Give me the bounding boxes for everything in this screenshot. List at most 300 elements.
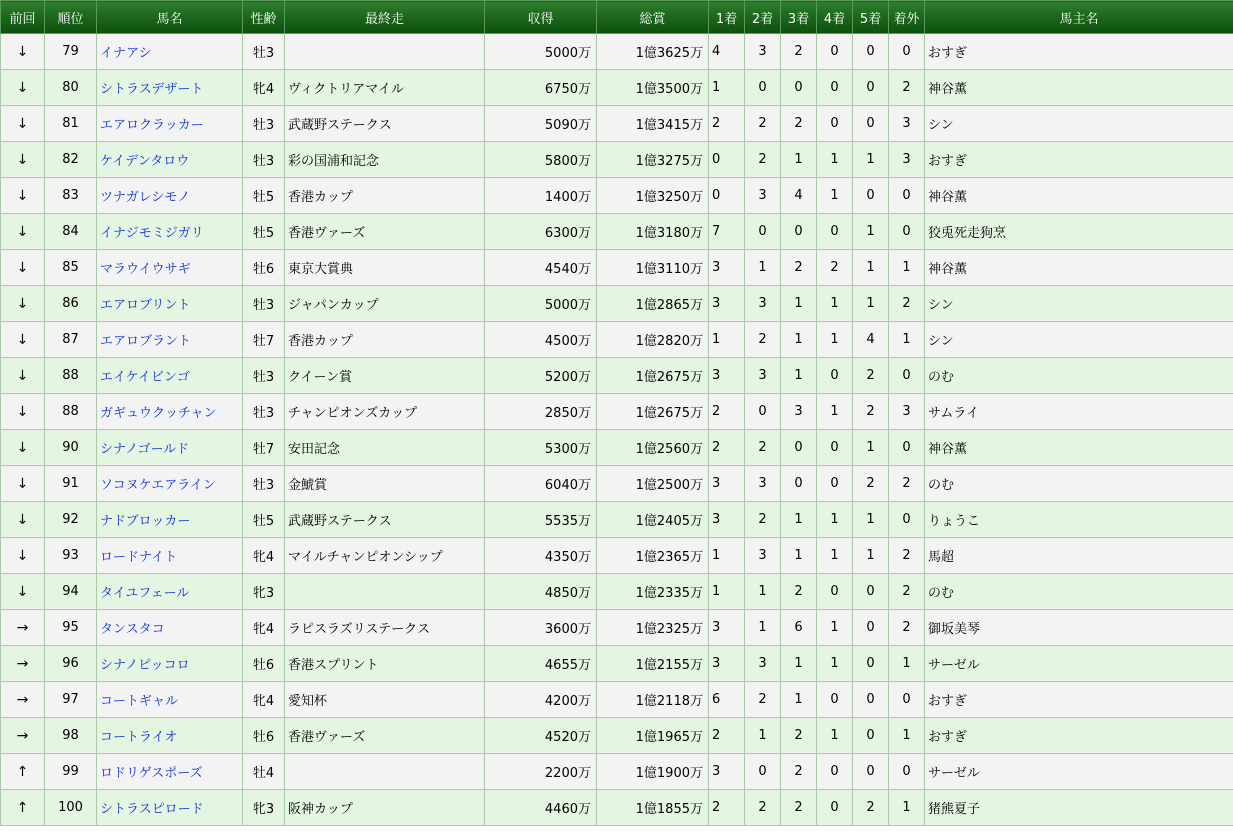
owner-cell: サムライ (925, 394, 1233, 430)
total-prize-cell: 1億2675万 (597, 358, 709, 394)
fourth-place-cell: 0 (817, 106, 853, 142)
third-place-cell: 1 (781, 646, 817, 682)
last-race-cell: 愛知杯 (285, 682, 485, 718)
second-place-cell: 1 (745, 610, 781, 646)
rank-cell: 80 (45, 70, 97, 106)
out-of-place-cell: 3 (889, 394, 925, 430)
first-place-cell: 3 (709, 250, 745, 286)
third-place-cell: 2 (781, 574, 817, 610)
last-race-cell (285, 34, 485, 70)
table-row (1, 178, 1233, 214)
horse-name-link[interactable]: ケイデンタロウ (100, 154, 190, 169)
owner-cell: おすぎ (925, 682, 1233, 718)
prev-change-cell: ↓ (1, 322, 45, 358)
last-race-cell: 香港ヴァーズ (285, 718, 485, 754)
horse-name-cell (97, 790, 243, 826)
header-earnings: 収得 (485, 1, 597, 34)
earnings-cell: 4850万 (485, 574, 597, 610)
first-place-cell: 3 (709, 466, 745, 502)
owner-cell: のむ (925, 358, 1233, 394)
second-place-cell: 0 (745, 394, 781, 430)
fourth-place-cell: 1 (817, 178, 853, 214)
total-prize-cell: 1億3110万 (597, 250, 709, 286)
owner-cell: おすぎ (925, 142, 1233, 178)
table-row (1, 538, 1233, 574)
total-prize-cell: 1億3415万 (597, 106, 709, 142)
last-race-cell: 阪神カップ (285, 790, 485, 826)
table-row (1, 430, 1233, 466)
fifth-place-cell: 0 (853, 610, 889, 646)
first-place-cell: 0 (709, 178, 745, 214)
out-of-place-cell: 3 (889, 142, 925, 178)
owner-cell: 神谷薫 (925, 430, 1233, 466)
fourth-place-cell: 1 (817, 538, 853, 574)
horse-name-cell (97, 574, 243, 610)
rank-cell: 79 (45, 34, 97, 70)
header-row (1, 1, 1233, 34)
prev-change-cell: → (1, 682, 45, 718)
rank-cell: 92 (45, 502, 97, 538)
table-row (1, 718, 1233, 754)
table-row (1, 394, 1233, 430)
third-place-cell: 2 (781, 106, 817, 142)
second-place-cell: 1 (745, 250, 781, 286)
out-of-place-cell: 0 (889, 430, 925, 466)
second-place-cell: 1 (745, 574, 781, 610)
last-race-cell: チャンピオンズカップ (285, 394, 485, 430)
total-prize-cell: 1億2335万 (597, 574, 709, 610)
first-place-cell: 3 (709, 610, 745, 646)
sex-age-cell: 牡5 (243, 502, 285, 538)
horse-name-link[interactable]: シナノピッコロ (100, 658, 190, 673)
total-prize-cell: 1億2405万 (597, 502, 709, 538)
rank-cell: 90 (45, 430, 97, 466)
prev-change-cell: ↓ (1, 286, 45, 322)
out-of-place-cell: 0 (889, 214, 925, 250)
prev-change-cell: ↑ (1, 790, 45, 826)
earnings-cell: 4655万 (485, 646, 597, 682)
header-4th: 4着 (817, 1, 853, 34)
out-of-place-cell: 1 (889, 790, 925, 826)
rank-cell: 99 (45, 754, 97, 790)
second-place-cell: 2 (745, 682, 781, 718)
last-race-cell: ヴィクトリアマイル (285, 70, 485, 106)
table-row (1, 106, 1233, 142)
fourth-place-cell: 2 (817, 250, 853, 286)
earnings-cell: 4460万 (485, 790, 597, 826)
fifth-place-cell: 0 (853, 754, 889, 790)
header-1st: 1着 (709, 1, 745, 34)
fifth-place-cell: 1 (853, 142, 889, 178)
table-row (1, 322, 1233, 358)
horse-name-link[interactable]: ツナガレシモノ (100, 190, 191, 205)
earnings-cell: 6750万 (485, 70, 597, 106)
sex-age-cell: 牝4 (243, 70, 285, 106)
third-place-cell: 0 (781, 466, 817, 502)
horse-name-cell (97, 466, 243, 502)
prev-change-cell: ↓ (1, 34, 45, 70)
prev-change-cell: ↓ (1, 70, 45, 106)
first-place-cell: 2 (709, 106, 745, 142)
total-prize-cell: 1億2118万 (597, 682, 709, 718)
fourth-place-cell: 0 (817, 466, 853, 502)
horse-name-cell (97, 358, 243, 394)
first-place-cell: 7 (709, 214, 745, 250)
out-of-place-cell: 0 (889, 34, 925, 70)
out-of-place-cell: 2 (889, 70, 925, 106)
total-prize-cell: 1億2155万 (597, 646, 709, 682)
horse-name-link[interactable]: イナジモミジガリ (100, 226, 204, 241)
prev-change-cell: → (1, 718, 45, 754)
horse-name-cell (97, 646, 243, 682)
out-of-place-cell: 0 (889, 358, 925, 394)
horse-name-link[interactable]: エアロクラッカー (100, 118, 204, 133)
rank-cell: 91 (45, 466, 97, 502)
sex-age-cell: 牡3 (243, 34, 285, 70)
first-place-cell: 2 (709, 430, 745, 466)
sex-age-cell: 牡3 (243, 106, 285, 142)
rank-cell: 81 (45, 106, 97, 142)
second-place-cell: 1 (745, 718, 781, 754)
second-place-cell: 3 (745, 466, 781, 502)
rank-cell: 98 (45, 718, 97, 754)
horse-name-link[interactable]: タンスタコ (100, 622, 165, 637)
fourth-place-cell: 0 (817, 574, 853, 610)
horse-name-link[interactable]: エアロブラント (100, 334, 192, 349)
horse-name-cell (97, 106, 243, 142)
horse-name-link[interactable]: タイユフェール (100, 586, 190, 601)
third-place-cell: 1 (781, 322, 817, 358)
header-out: 着外 (889, 1, 925, 34)
sex-age-cell: 牡5 (243, 214, 285, 250)
out-of-place-cell: 0 (889, 502, 925, 538)
fourth-place-cell: 0 (817, 358, 853, 394)
second-place-cell: 0 (745, 214, 781, 250)
fifth-place-cell: 0 (853, 34, 889, 70)
horse-name-link[interactable]: イナアシ (100, 46, 152, 61)
earnings-cell: 5300万 (485, 430, 597, 466)
second-place-cell: 2 (745, 322, 781, 358)
second-place-cell: 2 (745, 790, 781, 826)
out-of-place-cell: 0 (889, 754, 925, 790)
rank-cell: 93 (45, 538, 97, 574)
header-prev: 前回 (1, 1, 45, 34)
prev-change-cell: ↓ (1, 430, 45, 466)
fifth-place-cell: 2 (853, 394, 889, 430)
second-place-cell: 2 (745, 430, 781, 466)
prev-change-cell: ↓ (1, 178, 45, 214)
fifth-place-cell: 4 (853, 322, 889, 358)
third-place-cell: 6 (781, 610, 817, 646)
rank-cell: 88 (45, 394, 97, 430)
last-race-cell: 香港スプリント (285, 646, 485, 682)
horse-name-link[interactable]: エアロブリント (100, 298, 191, 313)
second-place-cell: 2 (745, 106, 781, 142)
fifth-place-cell: 0 (853, 718, 889, 754)
owner-cell: シン (925, 106, 1233, 142)
fourth-place-cell: 0 (817, 682, 853, 718)
header-5th: 5着 (853, 1, 889, 34)
last-race-cell (285, 754, 485, 790)
prev-change-cell: → (1, 610, 45, 646)
rank-cell: 100 (45, 790, 97, 826)
last-race-cell: 安田記念 (285, 430, 485, 466)
second-place-cell: 2 (745, 502, 781, 538)
out-of-place-cell: 2 (889, 286, 925, 322)
horse-name-cell (97, 178, 243, 214)
first-place-cell: 2 (709, 790, 745, 826)
last-race-cell: 香港カップ (285, 322, 485, 358)
prev-change-cell: ↓ (1, 466, 45, 502)
last-race-cell: ジャパンカップ (285, 286, 485, 322)
owner-cell: サーゼル (925, 754, 1233, 790)
sex-age-cell: 牡3 (243, 358, 285, 394)
total-prize-cell: 1億2365万 (597, 538, 709, 574)
sex-age-cell: 牝4 (243, 610, 285, 646)
rank-cell: 94 (45, 574, 97, 610)
out-of-place-cell: 1 (889, 322, 925, 358)
horse-name-link[interactable]: マラウイウサギ (100, 262, 191, 277)
first-place-cell: 3 (709, 358, 745, 394)
horse-name-cell (97, 718, 243, 754)
horse-name-link[interactable]: シトラスデザート (100, 82, 204, 97)
sex-age-cell: 牝4 (243, 538, 285, 574)
out-of-place-cell: 0 (889, 682, 925, 718)
earnings-cell: 4540万 (485, 250, 597, 286)
total-prize-cell: 1億2865万 (597, 286, 709, 322)
prev-change-cell: ↓ (1, 106, 45, 142)
total-prize-cell: 1億1855万 (597, 790, 709, 826)
fourth-place-cell: 1 (817, 286, 853, 322)
earnings-cell: 2850万 (485, 394, 597, 430)
earnings-cell: 5535万 (485, 502, 597, 538)
rank-cell: 97 (45, 682, 97, 718)
fifth-place-cell: 0 (853, 178, 889, 214)
third-place-cell: 3 (781, 394, 817, 430)
horse-name-link[interactable]: シトラスピロード (100, 802, 204, 817)
sex-age-cell: 牝3 (243, 790, 285, 826)
first-place-cell: 1 (709, 538, 745, 574)
sex-age-cell: 牡3 (243, 142, 285, 178)
owner-cell: サーゼル (925, 646, 1233, 682)
horse-name-cell (97, 214, 243, 250)
third-place-cell: 1 (781, 538, 817, 574)
third-place-cell: 4 (781, 178, 817, 214)
horse-name-link[interactable]: コートギャル (100, 694, 179, 709)
earnings-cell: 6040万 (485, 466, 597, 502)
sex-age-cell: 牡6 (243, 250, 285, 286)
fourth-place-cell: 0 (817, 214, 853, 250)
second-place-cell: 0 (745, 70, 781, 106)
horse-name-cell (97, 610, 243, 646)
table-row (1, 646, 1233, 682)
fifth-place-cell: 0 (853, 70, 889, 106)
table-row (1, 574, 1233, 610)
third-place-cell: 2 (781, 34, 817, 70)
fifth-place-cell: 1 (853, 286, 889, 322)
total-prize-cell: 1億2560万 (597, 430, 709, 466)
header-last-race: 最終走 (285, 1, 485, 34)
total-prize-cell: 1億2675万 (597, 394, 709, 430)
last-race-cell: 東京大賞典 (285, 250, 485, 286)
table-row (1, 754, 1233, 790)
fifth-place-cell: 1 (853, 250, 889, 286)
third-place-cell: 2 (781, 250, 817, 286)
horse-name-link[interactable]: シナノゴールド (100, 442, 190, 457)
first-place-cell: 1 (709, 574, 745, 610)
earnings-cell: 5000万 (485, 286, 597, 322)
header-3rd: 3着 (781, 1, 817, 34)
fifth-place-cell: 1 (853, 538, 889, 574)
horse-name-link[interactable]: エイケイビンゴ (100, 370, 190, 385)
horse-name-link[interactable]: ソコヌケエアライン (100, 478, 216, 493)
table-body (1, 34, 1233, 826)
earnings-cell: 5000万 (485, 34, 597, 70)
third-place-cell: 1 (781, 502, 817, 538)
sex-age-cell: 牝4 (243, 682, 285, 718)
first-place-cell: 0 (709, 142, 745, 178)
total-prize-cell: 1億3500万 (597, 70, 709, 106)
owner-cell: おすぎ (925, 34, 1233, 70)
prev-change-cell: ↓ (1, 214, 45, 250)
first-place-cell: 3 (709, 502, 745, 538)
table-row (1, 214, 1233, 250)
earnings-cell: 5200万 (485, 358, 597, 394)
total-prize-cell: 1億1900万 (597, 754, 709, 790)
header-sex-age: 性齢 (243, 1, 285, 34)
earnings-cell: 5800万 (485, 142, 597, 178)
sex-age-cell: 牡5 (243, 178, 285, 214)
total-prize-cell: 1億2500万 (597, 466, 709, 502)
horse-name-cell (97, 286, 243, 322)
fourth-place-cell: 1 (817, 322, 853, 358)
earnings-cell: 2200万 (485, 754, 597, 790)
horse-name-link[interactable]: ロドリゲスポーズ (100, 766, 203, 781)
total-prize-cell: 1億3275万 (597, 142, 709, 178)
third-place-cell: 2 (781, 790, 817, 826)
first-place-cell: 3 (709, 286, 745, 322)
earnings-cell: 6300万 (485, 214, 597, 250)
owner-cell: りょうこ (925, 502, 1233, 538)
fifth-place-cell: 0 (853, 574, 889, 610)
horse-name-link[interactable]: ガギュウクッチャン (100, 406, 217, 421)
fifth-place-cell: 1 (853, 214, 889, 250)
prev-change-cell: ↓ (1, 358, 45, 394)
owner-cell: のむ (925, 574, 1233, 610)
horse-name-cell (97, 394, 243, 430)
fifth-place-cell: 1 (853, 430, 889, 466)
sex-age-cell: 牡3 (243, 466, 285, 502)
fifth-place-cell: 2 (853, 358, 889, 394)
total-prize-cell: 1億1965万 (597, 718, 709, 754)
last-race-cell: ラピスラズリステークス (285, 610, 485, 646)
out-of-place-cell: 2 (889, 610, 925, 646)
sex-age-cell: 牡7 (243, 322, 285, 358)
prev-change-cell: ↓ (1, 142, 45, 178)
horse-name-link[interactable]: コートライオ (100, 730, 178, 745)
third-place-cell: 1 (781, 142, 817, 178)
sex-age-cell: 牡7 (243, 430, 285, 466)
owner-cell: 狡兎死走狗烹 (925, 214, 1233, 250)
second-place-cell: 3 (745, 646, 781, 682)
sex-age-cell: 牡6 (243, 646, 285, 682)
fourth-place-cell: 0 (817, 70, 853, 106)
header-total-prize: 総賞 (597, 1, 709, 34)
first-place-cell: 3 (709, 754, 745, 790)
header-rank: 順位 (45, 1, 97, 34)
first-place-cell: 6 (709, 682, 745, 718)
horse-name-cell (97, 682, 243, 718)
fourth-place-cell: 0 (817, 34, 853, 70)
table-row (1, 466, 1233, 502)
second-place-cell: 3 (745, 34, 781, 70)
total-prize-cell: 1億2325万 (597, 610, 709, 646)
earnings-cell: 1400万 (485, 178, 597, 214)
fourth-place-cell: 1 (817, 142, 853, 178)
last-race-cell: 金鯱賞 (285, 466, 485, 502)
earnings-cell: 4500万 (485, 322, 597, 358)
horse-name-cell (97, 754, 243, 790)
horse-name-cell (97, 538, 243, 574)
second-place-cell: 3 (745, 538, 781, 574)
fifth-place-cell: 0 (853, 682, 889, 718)
owner-cell: 神谷薫 (925, 250, 1233, 286)
third-place-cell: 0 (781, 70, 817, 106)
out-of-place-cell: 2 (889, 538, 925, 574)
table-row (1, 610, 1233, 646)
owner-cell: のむ (925, 466, 1233, 502)
third-place-cell: 2 (781, 718, 817, 754)
sex-age-cell: 牡3 (243, 394, 285, 430)
prev-change-cell: ↓ (1, 538, 45, 574)
last-race-cell: クイーン賞 (285, 358, 485, 394)
first-place-cell: 3 (709, 646, 745, 682)
prev-change-cell: → (1, 646, 45, 682)
table-row (1, 142, 1233, 178)
second-place-cell: 0 (745, 754, 781, 790)
third-place-cell: 1 (781, 286, 817, 322)
table-row (1, 358, 1233, 394)
header-2nd: 2着 (745, 1, 781, 34)
second-place-cell: 2 (745, 142, 781, 178)
rank-cell: 84 (45, 214, 97, 250)
rank-cell: 96 (45, 646, 97, 682)
fifth-place-cell: 2 (853, 466, 889, 502)
fifth-place-cell: 2 (853, 790, 889, 826)
sex-age-cell: 牡3 (243, 286, 285, 322)
fourth-place-cell: 0 (817, 754, 853, 790)
horse-name-link[interactable]: ナドブロッカー (100, 514, 191, 529)
rank-cell: 86 (45, 286, 97, 322)
out-of-place-cell: 0 (889, 178, 925, 214)
third-place-cell: 1 (781, 358, 817, 394)
fourth-place-cell: 1 (817, 646, 853, 682)
out-of-place-cell: 3 (889, 106, 925, 142)
fourth-place-cell: 0 (817, 790, 853, 826)
prev-change-cell: ↓ (1, 502, 45, 538)
second-place-cell: 3 (745, 178, 781, 214)
fifth-place-cell: 0 (853, 646, 889, 682)
out-of-place-cell: 1 (889, 250, 925, 286)
first-place-cell: 4 (709, 34, 745, 70)
horse-name-cell (97, 142, 243, 178)
horse-name-link[interactable]: ロードナイト (100, 550, 178, 565)
last-race-cell: 彩の国浦和記念 (285, 142, 485, 178)
earnings-cell: 4350万 (485, 538, 597, 574)
sex-age-cell: 牡6 (243, 718, 285, 754)
third-place-cell: 0 (781, 214, 817, 250)
fourth-place-cell: 1 (817, 610, 853, 646)
